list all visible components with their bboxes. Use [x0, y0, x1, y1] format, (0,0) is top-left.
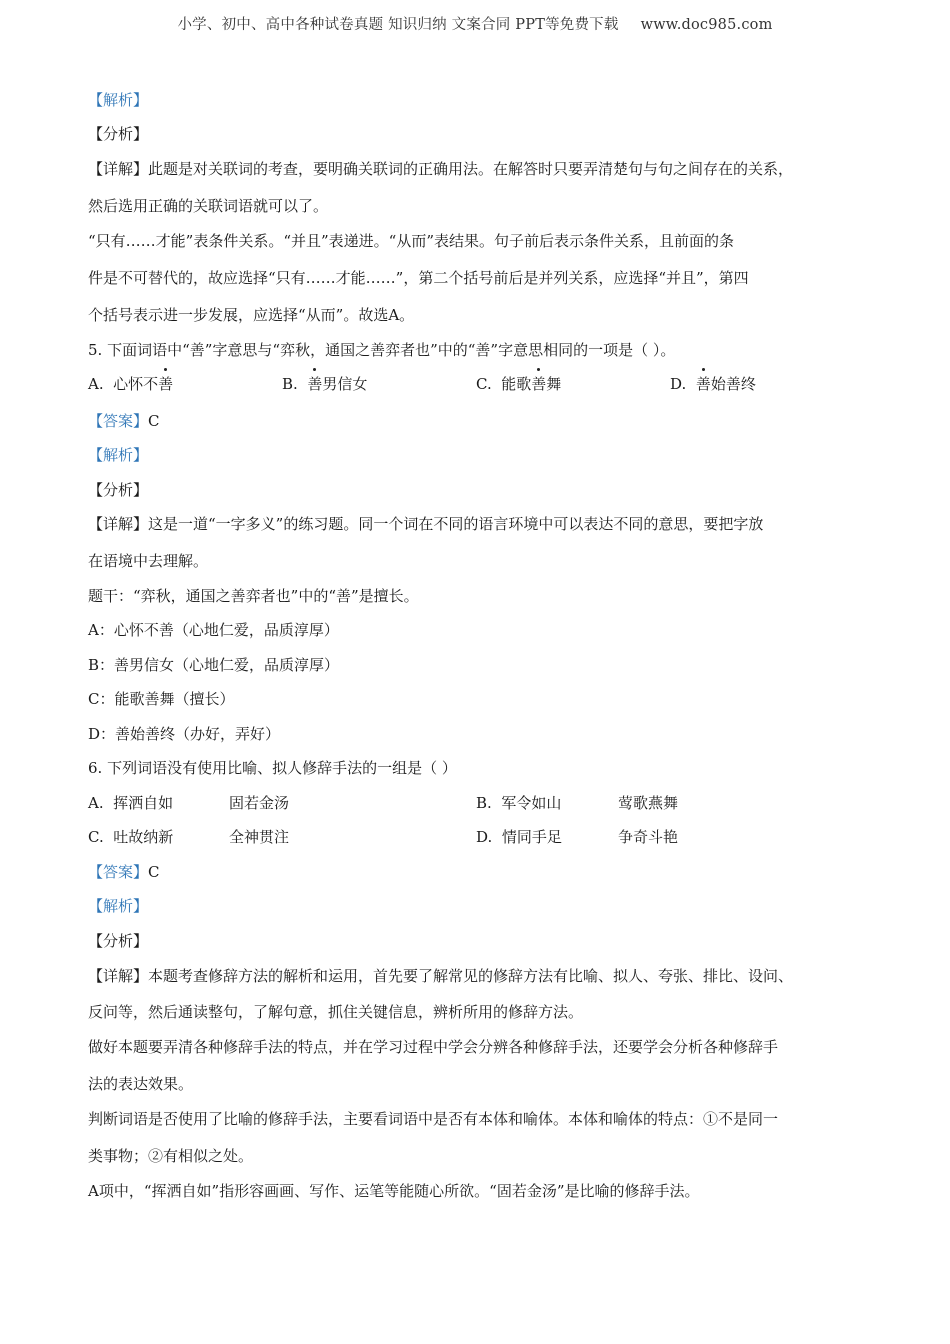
q5-option-c-emphasis: 善	[531, 375, 547, 393]
header-text: 小学、初中、高中各种试卷真题 知识归纳 文案合同 PPT等免费下载	[177, 17, 619, 33]
q6-para-line-1: 做好本题要弄清各种修辞手法的特点，并在学习过程中学会分辨各种修辞手法，还要学会分析各种修辞手	[88, 1038, 779, 1056]
q6-option-c-word-2: 全神贯注	[229, 828, 290, 846]
q6-stem: 6. 下列词语没有使用比喻、拟人修辞手法的一组是（ ）	[88, 759, 457, 777]
q6-answer-value: C	[148, 863, 160, 881]
q5-option-c-letter: C.	[476, 375, 492, 393]
q5-option-b-post: 男信女	[322, 375, 368, 393]
q5-option-b-letter: B.	[282, 375, 298, 393]
q6-answer-tag: 【答案】	[88, 863, 149, 881]
q6-answer	[88, 861, 160, 883]
q6-para-line-2: 法的表达效果。	[88, 1075, 194, 1093]
q4-detail-line-2: 然后选用正确的关联词语就可以了。	[88, 197, 329, 215]
q5-option-b	[282, 373, 367, 395]
q6-para2-line-1: 判断词语是否使用了比喻的修辞手法，主要看词语中是否有本体和喻体。本体和喻体的特点：①不是同一	[88, 1110, 779, 1128]
q6-option-d	[476, 826, 562, 848]
q6-option-a-word-1: 挥洒自如	[113, 794, 174, 812]
q5-option-d	[670, 373, 756, 395]
q5-option-d-post: 始善终	[710, 375, 756, 393]
q5-option-d-letter: D.	[670, 375, 687, 393]
q5-analysis-line: 题干：“弈秋，通国之善弈者也”中的“善”是擅长。	[88, 587, 419, 605]
q6-para2-line-2: 类事物；②有相似之处。	[88, 1147, 254, 1165]
q6-option-b-word-2: 莺歌燕舞	[618, 794, 679, 812]
q4-detail-line-1: 【详解】此题是对关联词的考查，要明确关联词的正确用法。在解答时只要弄清楚句与句之间存在的关系，	[88, 160, 794, 178]
q6-option-d-word-1: 情同手足	[501, 828, 562, 846]
q4-para-line-3: 个括号表示进一步发展，应选择“从而”。故选A。	[88, 306, 415, 324]
q6-option-d-word-2: 争奇斗艳	[618, 828, 679, 846]
q5-detail-line-1: 【详解】这是一道“一字多义”的练习题。同一个词在不同的语言环境中可以表达不同的意思，要把字放	[88, 515, 764, 533]
q5-option-c-post: 舞	[546, 375, 562, 393]
q6-option-c-letter: C.	[88, 828, 104, 846]
q5-option-c	[476, 373, 561, 395]
q6-option-a-word-2: 固若金汤	[229, 794, 290, 812]
q6-jiexi-tag: 【解析】	[88, 897, 149, 915]
q6-detail-line-2: 反问等，然后通读整句，了解句意，抓住关键信息，辨析所用的修辞方法。	[88, 1003, 584, 1021]
q5-analysis-line: D：善始善终（办好，弄好）	[88, 725, 281, 743]
q5-answer	[88, 410, 160, 432]
q6-para3-line: A项中，“挥洒自如”指形容画画、写作、运笔等能随心所欲。“固若金汤”是比喻的修辞手法。	[88, 1182, 700, 1200]
q6-option-b	[476, 792, 561, 814]
header-site: www.doc985.com	[640, 17, 773, 33]
q4-para-line-1: “只有……才能”表条件关系。“并且”表递进。“从而”表结果。句子前后表示条件关系，且前面的条	[88, 232, 735, 250]
q6-option-a	[88, 792, 173, 814]
q6-option-b-letter: B.	[476, 794, 492, 812]
q6-fenxi-tag: 【分析】	[88, 932, 149, 950]
q5-analysis-line: B：善男信女（心地仁爱，品质淳厚）	[88, 656, 340, 674]
q5-answer-tag: 【答案】	[88, 412, 149, 430]
q6-option-d-letter: D.	[476, 828, 493, 846]
q5-option-a-letter: A.	[88, 375, 104, 393]
q5-option-a-emphasis: 善	[158, 375, 174, 393]
q5-answer-value: C	[148, 412, 160, 430]
q5-fenxi-tag: 【分析】	[88, 481, 149, 499]
q4-fenxi-tag: 【分析】	[88, 125, 149, 143]
q5-analysis-line: C：能歌善舞（擅长）	[88, 690, 235, 708]
q5-option-c-pre: 能歌	[501, 375, 532, 393]
q5-option-d-emphasis: 善	[695, 375, 711, 393]
q5-jiexi-tag: 【解析】	[88, 446, 149, 464]
q6-option-a-letter: A.	[88, 794, 104, 812]
q6-option-c	[88, 826, 173, 848]
q5-stem: 5. 下面词语中“善”字意思与“弈秋，通国之善弈者也”中的“善”字意思相同的一项是（ ）。	[88, 341, 676, 359]
q4-para-line-2: 件是不可替代的，故应选择“只有……才能……”，第二个括号前后是并列关系，应选择“并且”，第四	[88, 269, 749, 287]
page-header	[0, 13, 950, 34]
q6-option-c-word-1: 吐故纳新	[113, 828, 174, 846]
q5-option-a-pre: 心怀不	[113, 375, 159, 393]
q6-detail-line-1: 【详解】本题考查修辞方法的解析和运用，首先要了解常见的修辞方法有比喻、拟人、夸张、排比、设问、	[88, 967, 794, 985]
q5-analysis-line: A：心怀不善（心地仁爱，品质淳厚）	[88, 621, 339, 639]
q6-option-b-word-1: 军令如山	[501, 794, 562, 812]
q5-option-b-emphasis: 善	[307, 375, 323, 393]
q4-jiexi-tag: 【解析】	[88, 91, 149, 109]
q5-detail-line-2: 在语境中去理解。	[88, 552, 209, 570]
q5-option-a	[88, 373, 173, 395]
